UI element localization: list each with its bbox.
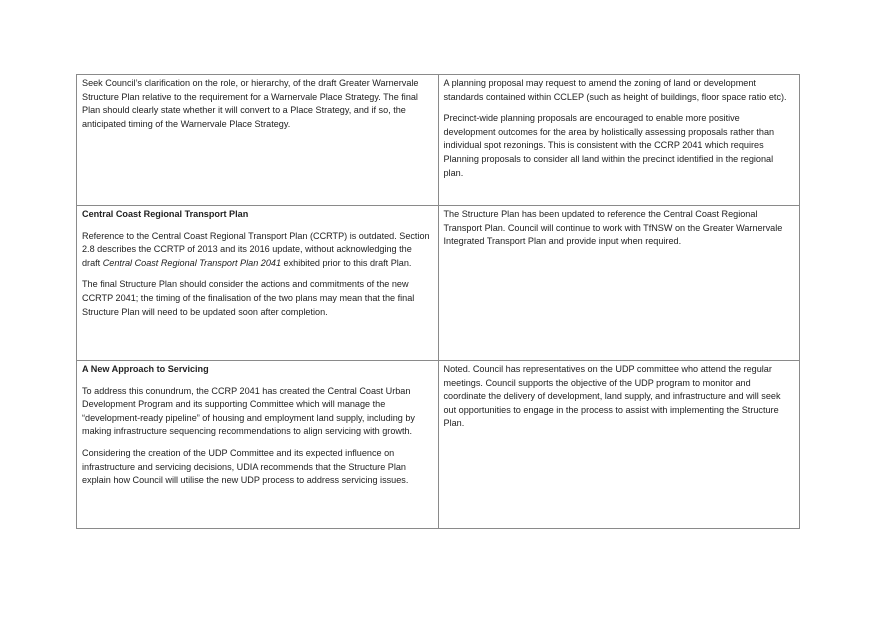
- response-paragraph: The Structure Plan has been updated to reference the Central Coast Regional Transport Plan. Council will continue to work with TfNSW on the Greater Warnervale Integrated Transport Plan and provide input when required.: [443, 209, 783, 247]
- section-heading: Central Coast Regional Transport Plan: [82, 209, 249, 219]
- submission-paragraph: Considering the creation of the UDP Committee and its expected influence on infrastructure and servicing decisions, UDIA recommends that the Structure Plan explain how Council will utilise the new UDP process to address servicing issues.: [82, 447, 409, 486]
- submission-response-table: [76, 74, 800, 529]
- response-cell: [438, 75, 800, 206]
- response-paragraph: Noted. Council has representatives on the UDP committee who attend the regular meetings. Council supports the objective of the UDP program to monitor and coordinate the delivery of development, land supply, and infrastructure and will seek out opportunities to engage in the process to assist with implementing the Structure Plan.: [443, 364, 781, 429]
- submission-paragraph: The final Structure Plan should consider the actions and commitments of the new CCRTP 2041; the timing of the finalisation of the two plans may mean that the final Structure Plan will need to be updated soon after completion.: [82, 279, 415, 317]
- section-heading: A New Approach to Servicing: [82, 364, 209, 374]
- submission-cell: [77, 75, 439, 206]
- paragraph-text: exhibited prior to this draft Plan.: [281, 257, 412, 268]
- response-cell: [438, 206, 800, 361]
- submission-cell: [77, 206, 439, 361]
- response-paragraph: Precinct-wide planning proposals are encouraged to enable more positive development outcomes for the area by holistically assessing proposals rather than individual spot rezonings. This is consistent with the CCRP 2041 which requires Planning proposals to consider all land within the precinct identified in the regional plan.: [443, 113, 775, 178]
- response-cell: [438, 361, 800, 529]
- table-row: [77, 75, 800, 206]
- table-row: [77, 206, 800, 361]
- submission-cell: [77, 361, 439, 529]
- submission-paragraph: [82, 230, 432, 271]
- response-paragraph: A planning proposal may request to amend the zoning of land or development standards contained within CCLEP (such as height of buildings, floor space ratio etc).: [443, 78, 787, 102]
- submission-paragraph: To address this conundrum, the CCRP 2041 has created the Central Coast Urban Development Program and its supporting Committee which will manage the “development-ready pipeline” of housing and employment land supply, including by making infrastructure sequencing recommendations to align servicing with growth.: [82, 385, 415, 437]
- plan-title-italic: Central Coast Regional Transport Plan 2041: [102, 257, 282, 268]
- submission-paragraph: Seek Council’s clarification on the role, or hierarchy, of the draft Greater Warnervale Structure Plan relative to the requirement for a Warnervale Place Strategy. The final Plan should clearly state whether it will convert to a Place Strategy, and if so, the anticipated timing of the Warnervale Place Strategy.: [82, 78, 419, 129]
- table-row: [77, 361, 800, 529]
- paragraph-text: Reference to the Central Coast Regional Transport Plan (CCRTP) is outdated. Section 2.8 describes the CCRTP of 2013 and its 2016 update, without acknowledging the draft: [82, 230, 430, 268]
